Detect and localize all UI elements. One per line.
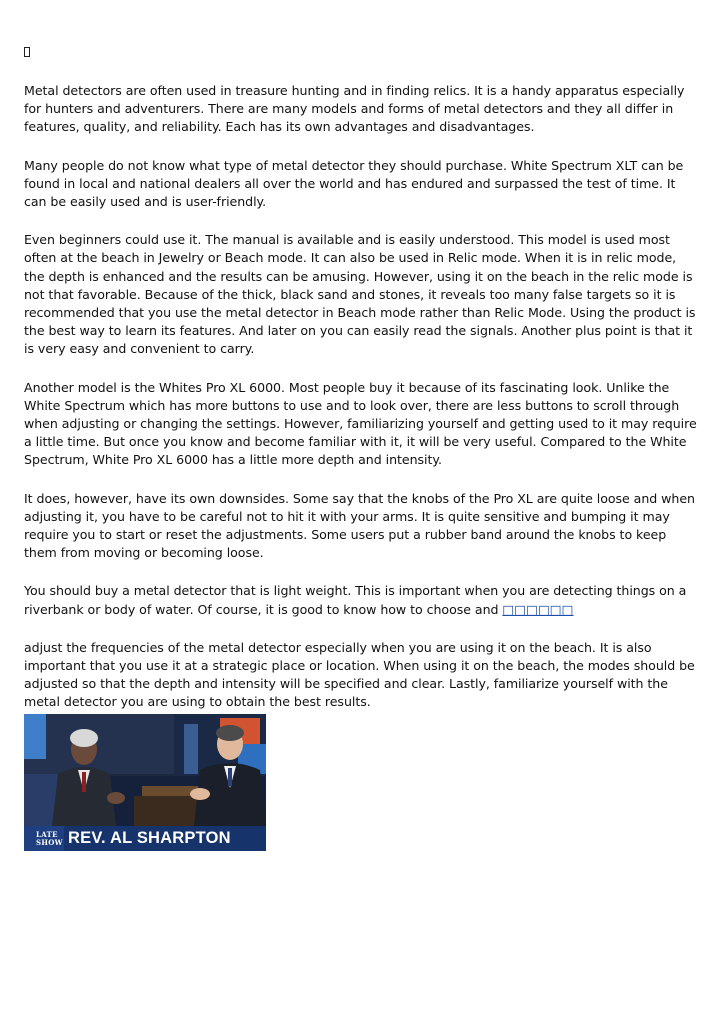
paragraph-2: Many people do not know what type of metal detector they should purchase. White Spectrum XLT can be found in local and national dealers all over the world and has endured and surpassed the test of time. It can be easily used and is user-friendly. bbox=[24, 157, 684, 210]
inline-link[interactable]: □□□□□□ bbox=[502, 601, 574, 617]
missing-glyph-icon bbox=[24, 47, 30, 57]
paragraph-4: Another model is the Whites Pro XL 6000. Most people buy it because of its fascinating look. Unlike the White Spectrum which has more buttons to use and to look over, there are less buttons to scroll through when adjusting or changing the settings. However, familiarizing yourself and getting used to it may require a little time. But once you know and become familiar with it, it will be very useful. Compared to the White Spectrum, White Pro XL 6000 has a little more depth and intensity. bbox=[24, 379, 697, 468]
paragraph-3: Even beginners could use it. The manual is available and is easily understood. This model is used most often at the beach in Jewelry or Beach mode. It can also be used in Relic mode. When it is in relic mode, the depth is enhanced and the results can be amusing. However, using it on the beach in the relic mode is not that favorable. Because of the thick, black sand and stones, it reveals too many false targets so it is recommended that you use the metal detector in Beach mode rather than Relic Mode. Using the product is the best way to learn its features. And later on you can easily read the signals. Another plus point is that it is very easy and convenient to carry. bbox=[24, 232, 696, 357]
caption-bar bbox=[24, 826, 266, 851]
paragraph-5: It does, however, have its own downsides. Some say that the knobs of the Pro XL are quite loose and when adjusting it, you have to be careful not to hit it with your arms. It is quite sensitive and bumping it may require you to start or reset the adjustments. Some users put a rubber band around the knobs to keep them from moving or becoming loose. bbox=[24, 490, 695, 561]
talk-show-photo bbox=[24, 714, 266, 851]
paragraph-6 bbox=[24, 582, 700, 618]
paragraph-6-text: You should buy a metal detector that is light weight. This is important when you are detecting things on a riverbank or body of water. Of course, it is good to know how to choose and bbox=[24, 583, 687, 617]
guest-name-caption: REV. AL SHARPTON bbox=[68, 829, 231, 847]
logo-line-2: SHOW bbox=[36, 837, 63, 847]
logo-line-1: LATE bbox=[36, 829, 58, 839]
paragraph-7: adjust the frequencies of the metal detector especially when you are using it on the beach. It is also important that you use it at a strategic place or location. When using it on the beach, the modes should be adjusted so that the depth and intensity will be specified and clear. Lastly, familiarize yourself with the metal detector you are using to obtain the best results. bbox=[24, 639, 695, 710]
article-body bbox=[24, 82, 700, 732]
late-show-logo bbox=[24, 826, 64, 851]
paragraph-1: Metal detectors are often used in treasure hunting and in finding relics. It is a handy apparatus especially for hunters and adventurers. There are many models and forms of metal detectors and they all differ in features, quality, and reliability. Each has its own advantages and disadvantages. bbox=[24, 83, 685, 135]
